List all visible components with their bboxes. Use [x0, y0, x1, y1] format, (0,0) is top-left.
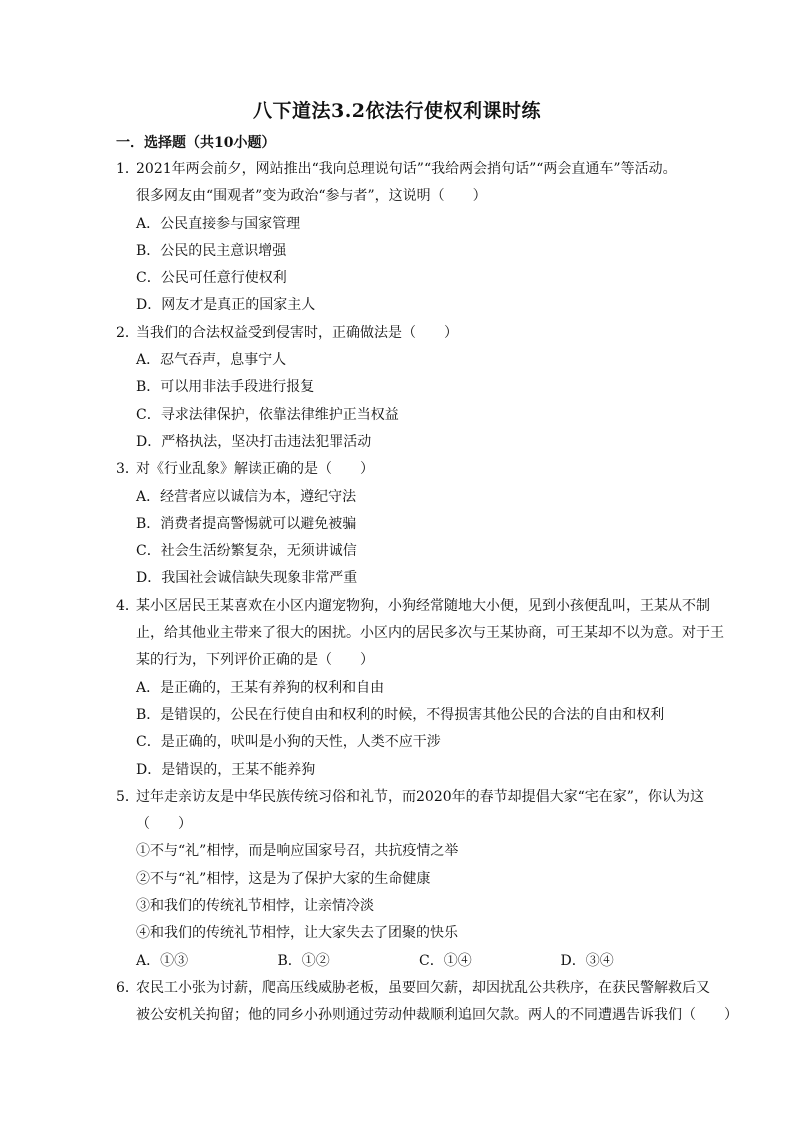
- option-a: A．是正确的，王某有养狗的权利和自由: [136, 679, 385, 696]
- option-c: C．①④: [419, 952, 472, 969]
- question-number: 1．: [116, 161, 139, 177]
- option-a: A．①③: [136, 952, 189, 969]
- document-title: 八下道法3.2依法行使权利课时练: [252, 100, 542, 122]
- statement-4: ④和我们的传统礼节相悖，让大家失去了团聚的快乐: [136, 925, 458, 942]
- option-d: D．我国社会诚信缺失现象非常严重: [136, 570, 358, 587]
- option-row: [136, 948, 702, 975]
- question-stem-line: 被公安机关拘留；他的同乡小孙则通过劳动仲裁顺利追回欠款。两人的不同遭遇告诉我们（ ）: [136, 1007, 738, 1024]
- question-6: [116, 975, 738, 1030]
- question-stem-line: 某的行为，下列评价正确的是（ ）: [136, 652, 374, 669]
- question-number: 6．: [116, 979, 139, 996]
- option-b: B．是错误的，公民在行使自由和权利的时候，不得损害其他公民的合法的自由和权利: [136, 706, 665, 723]
- question-stem-line: 过年走亲访友是中华民族传统习俗和礼节，而2020年的春节却提倡大家“宅在家”，你认为这: [136, 788, 704, 805]
- question-stem-line: 当我们的合法权益受到侵害时，正确做法是（ ）: [136, 324, 458, 341]
- question-1: [116, 156, 702, 320]
- question-stem-line: 农民工小张为讨薪，爬高压线威胁老板，虽要回欠薪，却因扰乱公共秩序，在获民警解救后又: [136, 979, 710, 996]
- question-number: 2．: [116, 324, 139, 341]
- question-stem-line: 很多网友由“围观者”变为政治“参与者”，这说明（ ）: [136, 188, 487, 205]
- option-c: C．公民可任意行使权利: [136, 270, 287, 287]
- question-stem-line: （ ）: [136, 816, 192, 833]
- option-a: A．公民直接参与国家管理: [136, 215, 301, 232]
- option-d: D．网友才是真正的国家主人: [136, 297, 316, 314]
- question-stem-line: 2021年两会前夕，网站推出“我向总理说句话”“我给两会捎句话”“两会直通车”等活动。: [136, 161, 677, 177]
- question-5: [116, 784, 702, 975]
- question-4: [116, 593, 724, 784]
- option-b: B．公民的民主意识增强: [136, 242, 287, 259]
- statement-2: ②不与“礼”相悖，这是为了保护大家的生命健康: [136, 870, 431, 887]
- option-b: B．①②: [277, 952, 330, 969]
- question-stem-line: 止，给其他业主带来了很大的困扰。小区内的居民多次与王某协商，可王某却不以为意。对于王: [136, 625, 724, 642]
- option-b: B．消费者提高警惕就可以避免被骗: [136, 515, 357, 532]
- option-c: C．寻求法律保护，依靠法律维护正当权益: [136, 406, 399, 423]
- option-d: D．严格执法，坚决打击违法犯罪活动: [136, 433, 372, 450]
- question-number: 5．: [116, 788, 139, 805]
- statement-1: ①不与“礼”相悖，而是响应国家号召，共抗疫情之举: [136, 843, 459, 860]
- option-a: A．忍气吞声，息事宁人: [136, 352, 287, 369]
- question-list: [116, 156, 738, 1030]
- option-d: D．③④: [560, 952, 614, 969]
- section-heading: 一．选择题（共10小题）: [116, 135, 276, 151]
- option-c: C．是正确的，吠叫是小狗的天性，人类不应干涉: [136, 734, 441, 751]
- option-c: C．社会生活纷繁复杂，无须讲诚信: [136, 543, 357, 560]
- option-d: D．是错误的，王某不能养狗: [136, 761, 316, 778]
- question-number: 4．: [116, 597, 139, 614]
- question-2: [116, 320, 702, 456]
- statement-3: ③和我们的传统礼节相悖，让亲情冷淡: [136, 898, 374, 915]
- option-b: B．可以用非法手段进行报复: [136, 379, 315, 396]
- question-number: 3．: [116, 461, 139, 478]
- question-stem-line: 对《行业乱象》解读正确的是（ ）: [136, 461, 374, 478]
- option-a: A．经营者应以诚信为本，遵纪守法: [136, 488, 357, 505]
- question-stem-line: 某小区居民王某喜欢在小区内遛宠物狗，小狗经常随地大小便，见到小孩便乱叫，王某从不制: [136, 597, 710, 614]
- question-3: [116, 456, 702, 592]
